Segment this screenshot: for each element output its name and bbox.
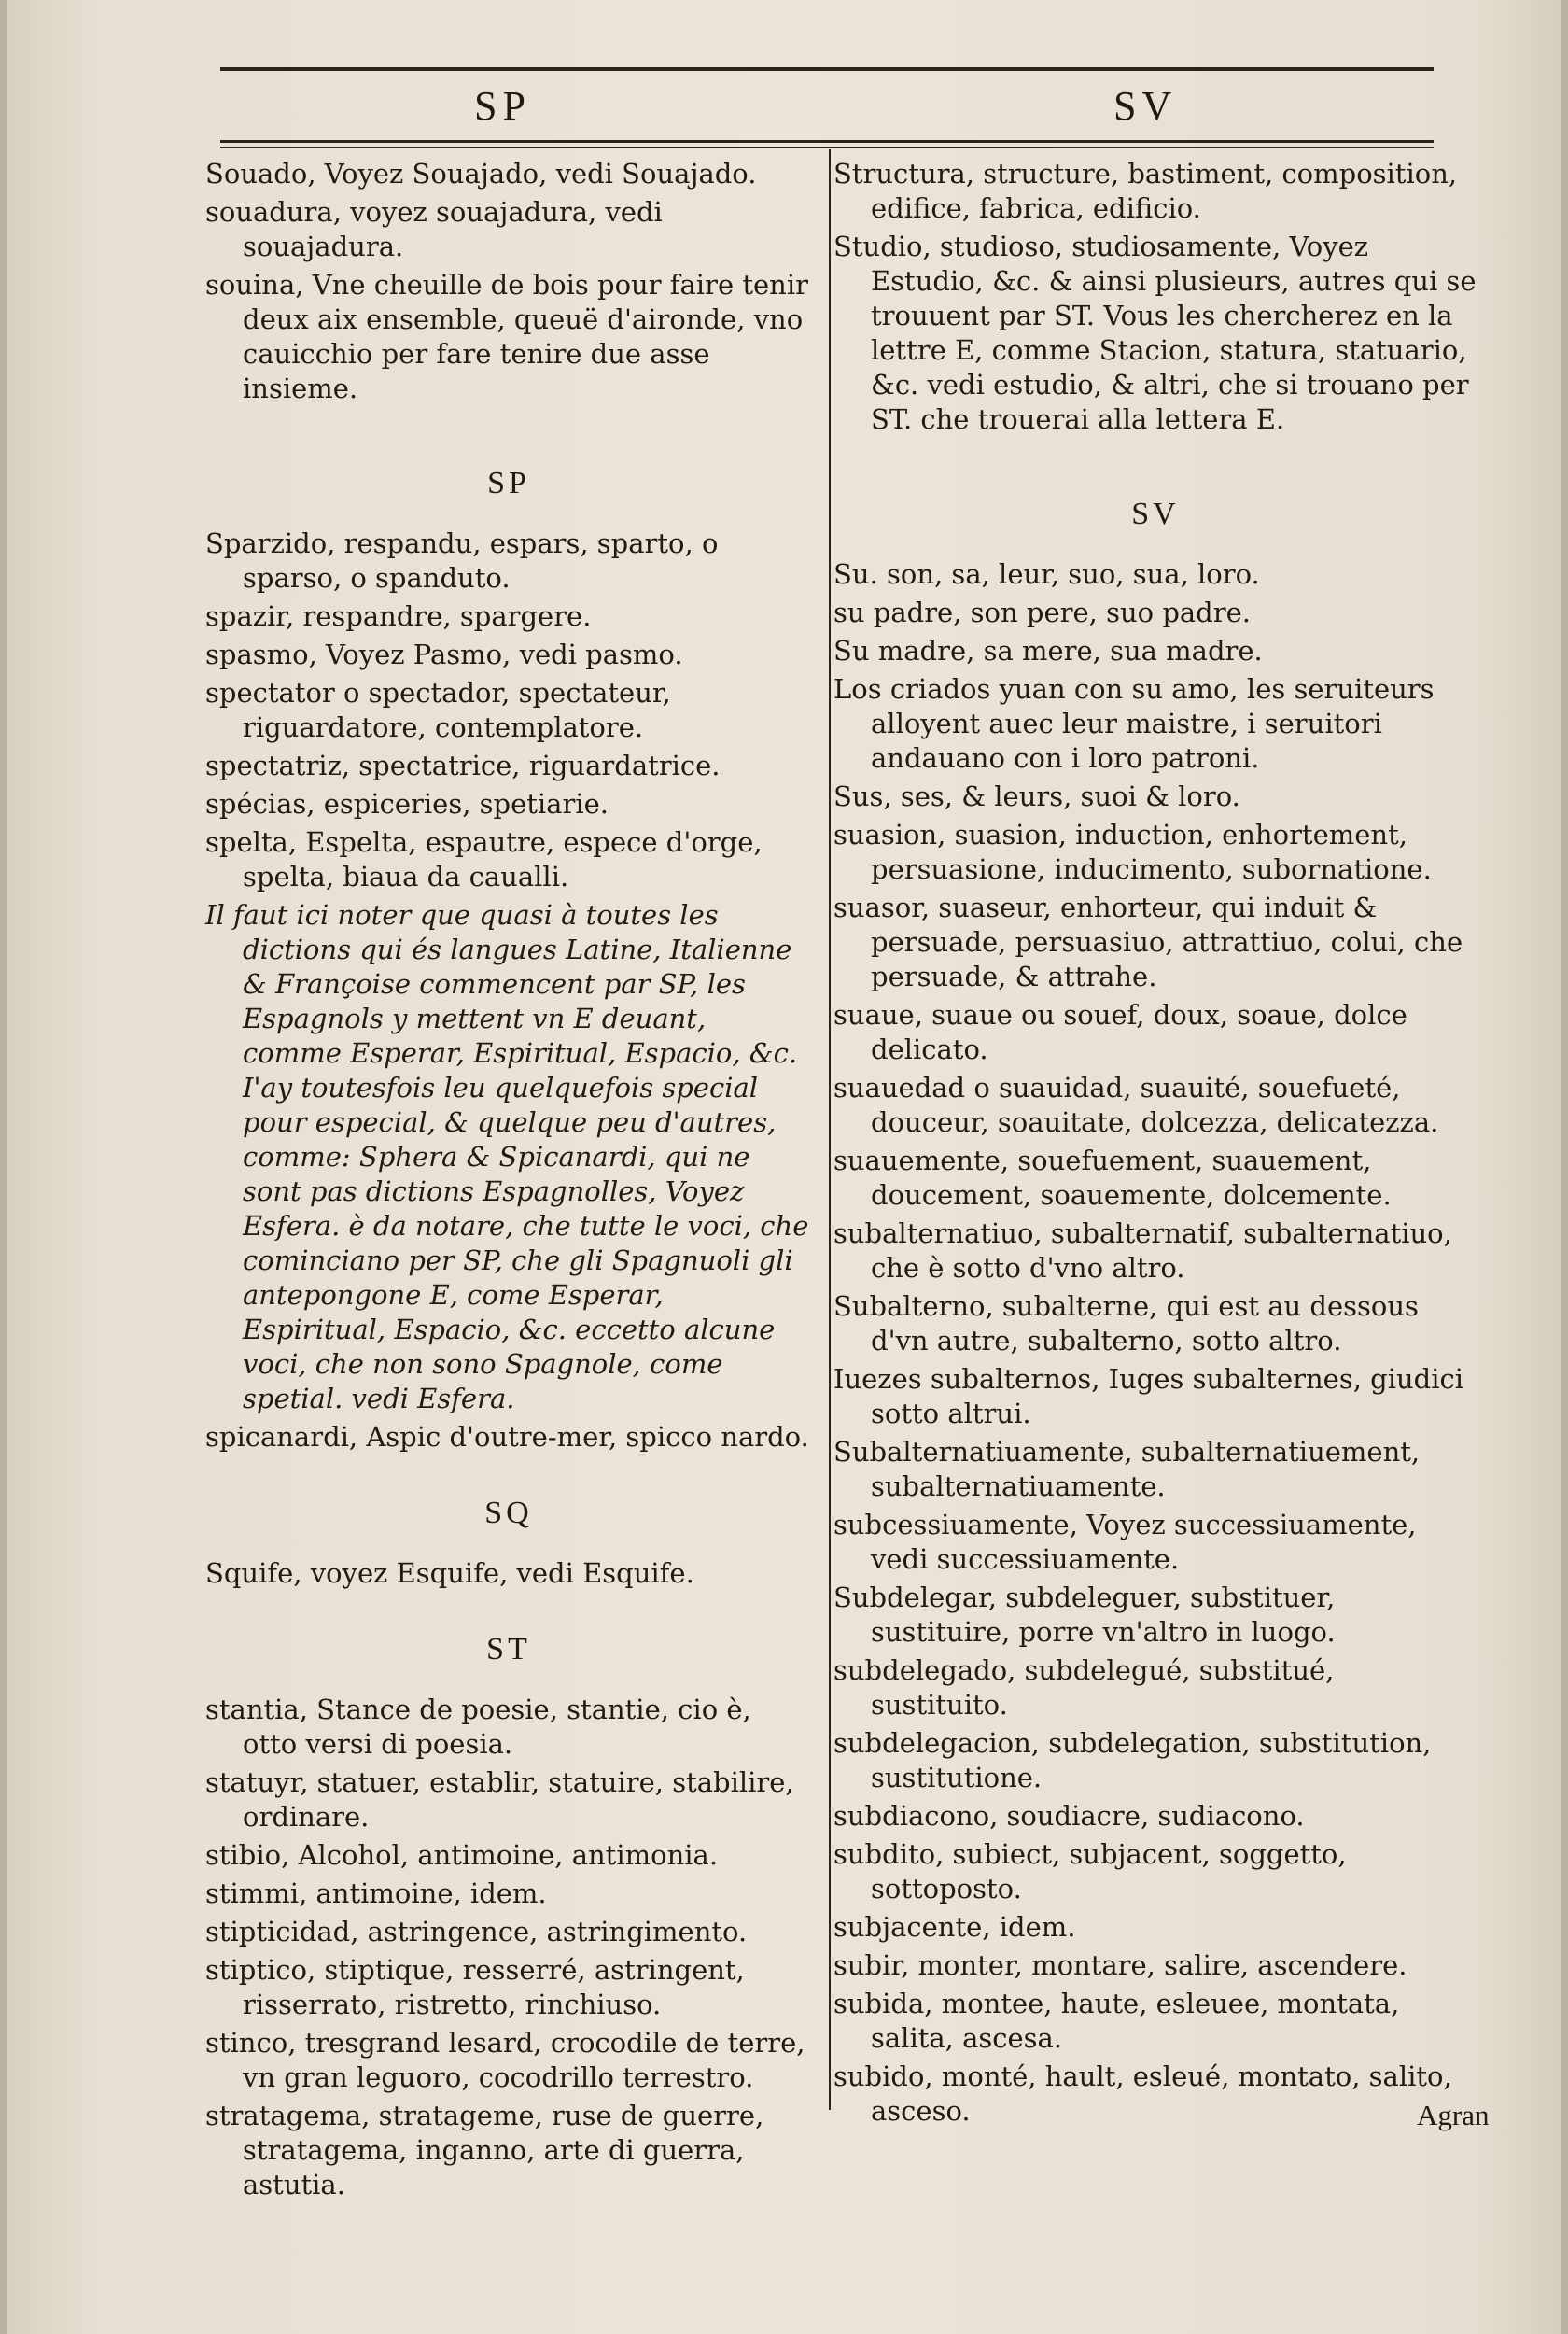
entry: stinco, tresgrand lesard, crocodile de terre, vn gran leguoro, cocodrillo terrestro. (205, 2027, 805, 2093)
entry: subdiacono, soudiacre, sudiacono. (833, 1800, 1305, 1832)
entry: subdelegacion, subdelegation, substitution, sustitutione. (833, 1727, 1432, 1793)
dictionary-page (7, 0, 1561, 2334)
header-rule (220, 140, 1434, 143)
section-heading-sv: SV (1131, 497, 1180, 531)
left-column (205, 157, 812, 2206)
header-rule-thin (220, 147, 1434, 148)
entry: Su. son, sa, leur, suo, sua, loro. (833, 558, 1260, 590)
entry: stiptico, stiptique, resserré, astringent, risserrato, ristretto, rinchiuso. (205, 1954, 745, 2020)
entry: spicanardi, Aspic d'outre-mer, spicco nardo. (205, 1421, 809, 1453)
entry: suauemente, souefuement, suauement, doucement, soauemente, dolcemente. (833, 1145, 1392, 1211)
entry: Subdelegar, subdeleguer, substituer, sustituire, porre vn'altro in luogo. (833, 1582, 1336, 1648)
entry: Subalternatiuamente, subalternatiuement, subalternatiuamente. (833, 1436, 1421, 1502)
entry: Los criados yuan con su amo, les seruiteurs alloyent auec leur maistre, i seruitori andauano con i loro patroni. (833, 673, 1435, 774)
entry: Iuezes subalternos, Iuges subalternes, giudici sotto altrui. (833, 1363, 1464, 1429)
entry: suasion, suasion, induction, enhortement, persuasione, inducimento, subornatione. (833, 819, 1432, 885)
entry: stibio, Alcohol, antimoine, antimonia. (205, 1839, 719, 1871)
entry: statuyr, statuer, establir, statuire, stabilire, ordinare. (205, 1766, 794, 1833)
entry: suaue, suaue ou souef, doux, soaue, dolce delicato. (833, 999, 1407, 1065)
entry: stratagema, stratageme, ruse de guerre, stratagema, inganno, arte di guerra, astutia. (205, 2100, 764, 2200)
entry: spelta, Espelta, espautre, espece d'orge, spelta, biaua da caualli. (205, 826, 763, 893)
entry: subdito, subiect, subjacent, soggetto, sottoposto. (833, 1838, 1347, 1905)
entry: stimmi, antimoine, idem. (205, 1877, 547, 1909)
entry: spectator o spectador, spectateur, riguardatore, contemplatore. (205, 677, 671, 743)
running-head-left: SP (474, 83, 531, 129)
entry: subalternatiuo, subalternatif, subalternatiuo, che è sotto d'vno altro. (833, 1217, 1452, 1284)
entry: Sparzido, respandu, espars, sparto, o sparso, o spanduto. (205, 527, 719, 594)
entry: souadura, voyez souajadura, vedi souajadura. (205, 196, 663, 262)
usage-note: Il faut ici noter que quasi à toutes les dictions qui és langues Latine, Italienne & Françoise commencent par SP, les Espagnols y mettent vn E deuant, comme Esperar, Espiritual, Espacio, &c. I'ay toutesfois leu quelquefois special pour especial, & quelque peu d'autres, comme: Sphera & Spicanardi, qui ne sont pas dictions Espagnolles, Voyez Esfera. è da notare, che tutte le voci, che cominciano per SP, che gli Spagnuoli gli antepongone E, come Esperar, Espiritual, Espacio, &c. eccetto alcune voci, che non sono Spagnole, come spetial. vedi Esfera. (205, 899, 809, 1414)
entry: Structura, structure, bastiment, composition, edifice, fabrica, edificio. (833, 158, 1458, 224)
entry: spasmo, Voyez Pasmo, vedi pasmo. (205, 639, 683, 670)
top-border-rule (220, 67, 1434, 71)
entry: spectatriz, spectatrice, riguardatrice. (205, 750, 721, 781)
running-head-right: SV (1113, 83, 1178, 129)
entry: spazir, respandre, spargere. (205, 600, 592, 632)
entry: subcessiuamente, Voyez successiuamente, vedi successiuamente. (833, 1509, 1417, 1575)
entry: subjacente, idem. (833, 1911, 1076, 1943)
column-divider (829, 149, 831, 2110)
entry: stantia, Stance de poesie, stantie, cio è, otto versi di poesia. (205, 1694, 751, 1760)
entry: subir, monter, montare, salire, ascendere. (833, 1949, 1407, 1981)
entry: Sus, ses, & leurs, suoi & loro. (833, 780, 1240, 812)
entry: Studio, studioso, studiosamente, Voyez Estudio, &c. & ainsi plusieurs, autres qui se trouuent par ST. Vous les chercherez en la lettre E, comme Stacion, statura, statuario, &c. vedi estudio, & altri, che si trouano per ST. che trouerai alla lettera E. (833, 231, 1477, 435)
entry: Souado, Voyez Souajado, vedi Souajado. (205, 158, 757, 190)
entry: subida, montee, haute, esleuee, montata, salita, ascesa. (833, 1988, 1400, 2054)
section-heading-sp: SP (487, 466, 530, 500)
entry: su padre, son pere, suo padre. (833, 597, 1251, 628)
entry: Subalterno, subalterne, qui est au dessous d'vn autre, subalterno, sotto altro. (833, 1290, 1419, 1357)
entry: souina, Vne cheuille de bois pour faire tenir deux aix ensemble, queuë d'aironde, vno cauicchio per fare tenire due asse insieme. (205, 269, 808, 404)
entry: subdelegado, subdelegué, substitué, sustituito. (833, 1654, 1335, 1721)
entry: suauedad o suauidad, suauité, souefueté, douceur, soauitate, dolcezza, delicatezza. (833, 1072, 1439, 1138)
entry: spécias, espiceries, spetiarie. (205, 788, 609, 820)
entry: Su madre, sa mere, sua madre. (833, 635, 1263, 667)
entry: Squife, voyez Esquife, vedi Esquife. (205, 1557, 694, 1589)
entry: subido, monté, hault, esleué, montato, salito, asceso. (833, 2060, 1452, 2127)
right-column (833, 157, 1477, 2132)
entry: suasor, suaseur, enhorteur, qui induit & persuade, persuasiuo, attrattiuo, colui, che persuade, & attrahe. (833, 892, 1463, 992)
section-heading-sq: SQ (484, 1496, 533, 1530)
catchword: Agran (1417, 2099, 1490, 2131)
entry: stipticidad, astringence, astringimento. (205, 1916, 748, 1947)
section-heading-st: ST (486, 1632, 531, 1666)
